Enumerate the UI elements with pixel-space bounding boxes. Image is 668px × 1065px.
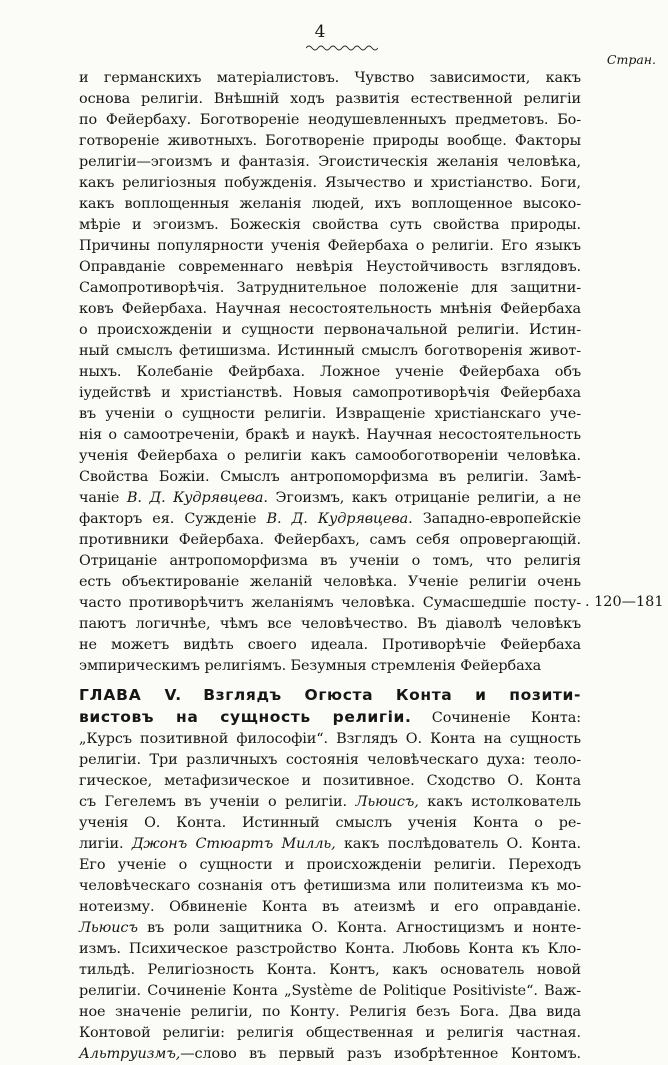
text-line: эмпирическимъ религіямъ. Безумныя стремленія Фейербаха bbox=[79, 658, 542, 674]
column-header-pages: Стран. bbox=[606, 52, 656, 67]
text-line: религіи. Сочиненіе Конта „Système de Politique Positiviste“. Важ- bbox=[79, 983, 581, 999]
text-line: часто противорѣчитъ желаніямъ человѣка. Сумасшедшіе посту- bbox=[79, 595, 581, 611]
text-line: измъ. Психическое разстройство Конта. Любовь Конта къ Кло- bbox=[79, 941, 581, 957]
text-line: религіи. Три различныхъ состоянія человѣческаго духа: теоло- bbox=[79, 752, 581, 768]
text-line: не можетъ видѣть своего идеала. Противорѣчіе Фейербаха bbox=[79, 637, 581, 653]
text-line: паютъ логичнѣе, чѣмъ все человѣчество. Въ діаволѣ человѣкъ bbox=[79, 616, 581, 632]
text-line bbox=[79, 509, 581, 530]
author-name: В. Д. Кудрявцева. bbox=[266, 511, 413, 527]
text-fragment: —слово въ первый разъ изобрѣтенное Контомъ. bbox=[180, 1046, 581, 1062]
chapter-5-entry bbox=[79, 685, 581, 1065]
chapter-title: Взглядъ Огюста Конта и позити- bbox=[203, 686, 581, 704]
chapter-title-line bbox=[79, 707, 581, 729]
text-line: Самопротиворѣчія. Затруднительное положеніе для защитни- bbox=[79, 280, 581, 296]
text-fragment: въ роли защитника О. Конта. Агностицизмъ и нонте- bbox=[147, 920, 581, 936]
text-line: готвореніе животныхъ. Боготвореніе природы вообще. Факторы bbox=[79, 133, 581, 149]
text-line: по Фейербаху. Боготвореніе неодушевленныхъ предметовъ. Бо- bbox=[79, 112, 581, 128]
text-line: Причины популярности ученія Фейербаха о религіи. Его языкъ bbox=[79, 238, 581, 254]
text-line: Свойства Божіи. Смыслъ антропоморфизма въ религіи. Замѣ- bbox=[79, 469, 581, 485]
text-fragment: лигіи. bbox=[79, 836, 124, 852]
text-line: ный смыслъ фетишизма. Истинный смыслъ боготворенія живот- bbox=[79, 343, 581, 359]
term: Альтруизмъ, bbox=[79, 1046, 181, 1062]
text-line: гическое, метафизическое и позитивное. Сходство О. Конта bbox=[79, 773, 581, 789]
text-fragment: Сочиненіе Конта: bbox=[431, 710, 581, 726]
text-fragment: Западно-европейскіе bbox=[422, 511, 581, 527]
author-name: Льюисъ, bbox=[355, 794, 419, 810]
text-line: мѣріе и эгоизмъ. Божескія свойства суть свойства природы. bbox=[79, 217, 581, 233]
text-line bbox=[79, 1044, 581, 1065]
text-fragment: съ Гегелемъ въ ученіи о религіи. bbox=[79, 794, 347, 810]
text-line: Оправданіе современнаго невѣрія Неустойчивость взглядовъ. bbox=[79, 259, 581, 275]
page-number: 4 bbox=[314, 22, 326, 42]
text-line: о происхожденіи и сущности первоначальной религіи. Истин- bbox=[79, 322, 581, 338]
text-line: есть объектированіе желаній человѣка. Ученіе религіи очень bbox=[79, 574, 581, 590]
text-fragment: факторъ ея. Сужденіе bbox=[79, 511, 257, 527]
text-line: Отрицаніе антропоморфизма въ ученіи о томъ, что религія bbox=[79, 553, 581, 569]
text-line: ное значеніе религіи, по Конту. Религія безъ Бога. Два вида bbox=[79, 1004, 581, 1020]
text-line: ученія Фейербаха о религіи какъ самообоготвореніи человѣка. bbox=[79, 448, 581, 464]
text-line bbox=[79, 792, 581, 813]
text-fragment: какъ истолкователь bbox=[427, 794, 581, 810]
text-line: основа религіи. Внѣшній ходъ развитія естественной религіи bbox=[79, 91, 581, 107]
page-range: . 120—181 bbox=[585, 594, 664, 610]
text-line: ныхъ. Колебаніе Фейрбаха. Ложное ученіе Фейербаха объ bbox=[79, 364, 581, 380]
text-line: человѣческаго сознанія отъ фетишизма или политеизма къ мо- bbox=[79, 878, 581, 894]
text-line: и германскихъ матеріалистовъ. Чувство зависимости, какъ bbox=[79, 70, 581, 86]
text-line: религіи—эгоизмъ и фантазія. Эгоистическія желанія человѣка, bbox=[79, 154, 581, 170]
text-line: какъ религіозныя побужденія. Язычество и христіанство. Боги, bbox=[79, 175, 581, 191]
author-name: В. Д. Кудрявцева. bbox=[126, 490, 268, 506]
page-number-ornament bbox=[306, 44, 378, 52]
text-line: „Курсъ позитивной философіи“. Взглядъ О. Конта на сущность bbox=[79, 731, 581, 747]
text-line: нія о самоотреченіи, бракѣ и наукѣ. Научная несостоятельность bbox=[79, 427, 581, 443]
text-line bbox=[79, 918, 581, 939]
text-line: ученія О. Конта. Истинный смыслъ ученія Конта о ре- bbox=[79, 815, 581, 831]
text-line: іудействѣ и христіанствѣ. Новыя самопротиворѣчія Фейербаха bbox=[79, 385, 581, 401]
chapter-title: вистовъ на сущность религіи. bbox=[79, 708, 412, 726]
text-fragment: какъ послѣдователь О. Конта. bbox=[344, 836, 581, 852]
text-line: Контовой религіи: религія общественная и религія частная. bbox=[79, 1025, 581, 1041]
text-line: ковъ Фейербаха. Научная несостоятельность мнѣнія Фейербаха bbox=[79, 301, 581, 317]
chapter-label: ГЛАВА V. bbox=[79, 686, 182, 704]
text-line bbox=[79, 488, 581, 509]
author-name: Джонъ Стюартъ Милль, bbox=[131, 836, 336, 852]
text-fragment: Эгоизмъ, какъ отрицаніе религіи, а не bbox=[275, 490, 581, 506]
table-of-contents-text bbox=[79, 68, 581, 1065]
text-line: нотеизму. Обвиненіе Конта въ атеизмѣ и его оправданіе. bbox=[79, 899, 581, 915]
text-line: въ ученіи о сущности религіи. Извращеніе христіанскаго уче- bbox=[79, 406, 581, 422]
text-line: Его ученіе о сущности и происхожденіи религіи. Переходъ bbox=[79, 857, 581, 873]
text-line: тильдѣ. Религіозность Конта. Контъ, какъ основатель новой bbox=[79, 962, 581, 978]
chapter-title-line bbox=[79, 685, 581, 707]
text-line: противники Фейербаха. Фейербахъ, самъ себя опровергающій. bbox=[79, 532, 581, 548]
section-feuerbach-summary bbox=[79, 68, 581, 677]
text-line bbox=[79, 834, 581, 855]
author-name: Льюисъ bbox=[79, 920, 138, 936]
text-line: какъ воплощенныя желанія людей, ихъ воплощенное высоко- bbox=[79, 196, 581, 212]
text-fragment: чаніе bbox=[79, 490, 120, 506]
